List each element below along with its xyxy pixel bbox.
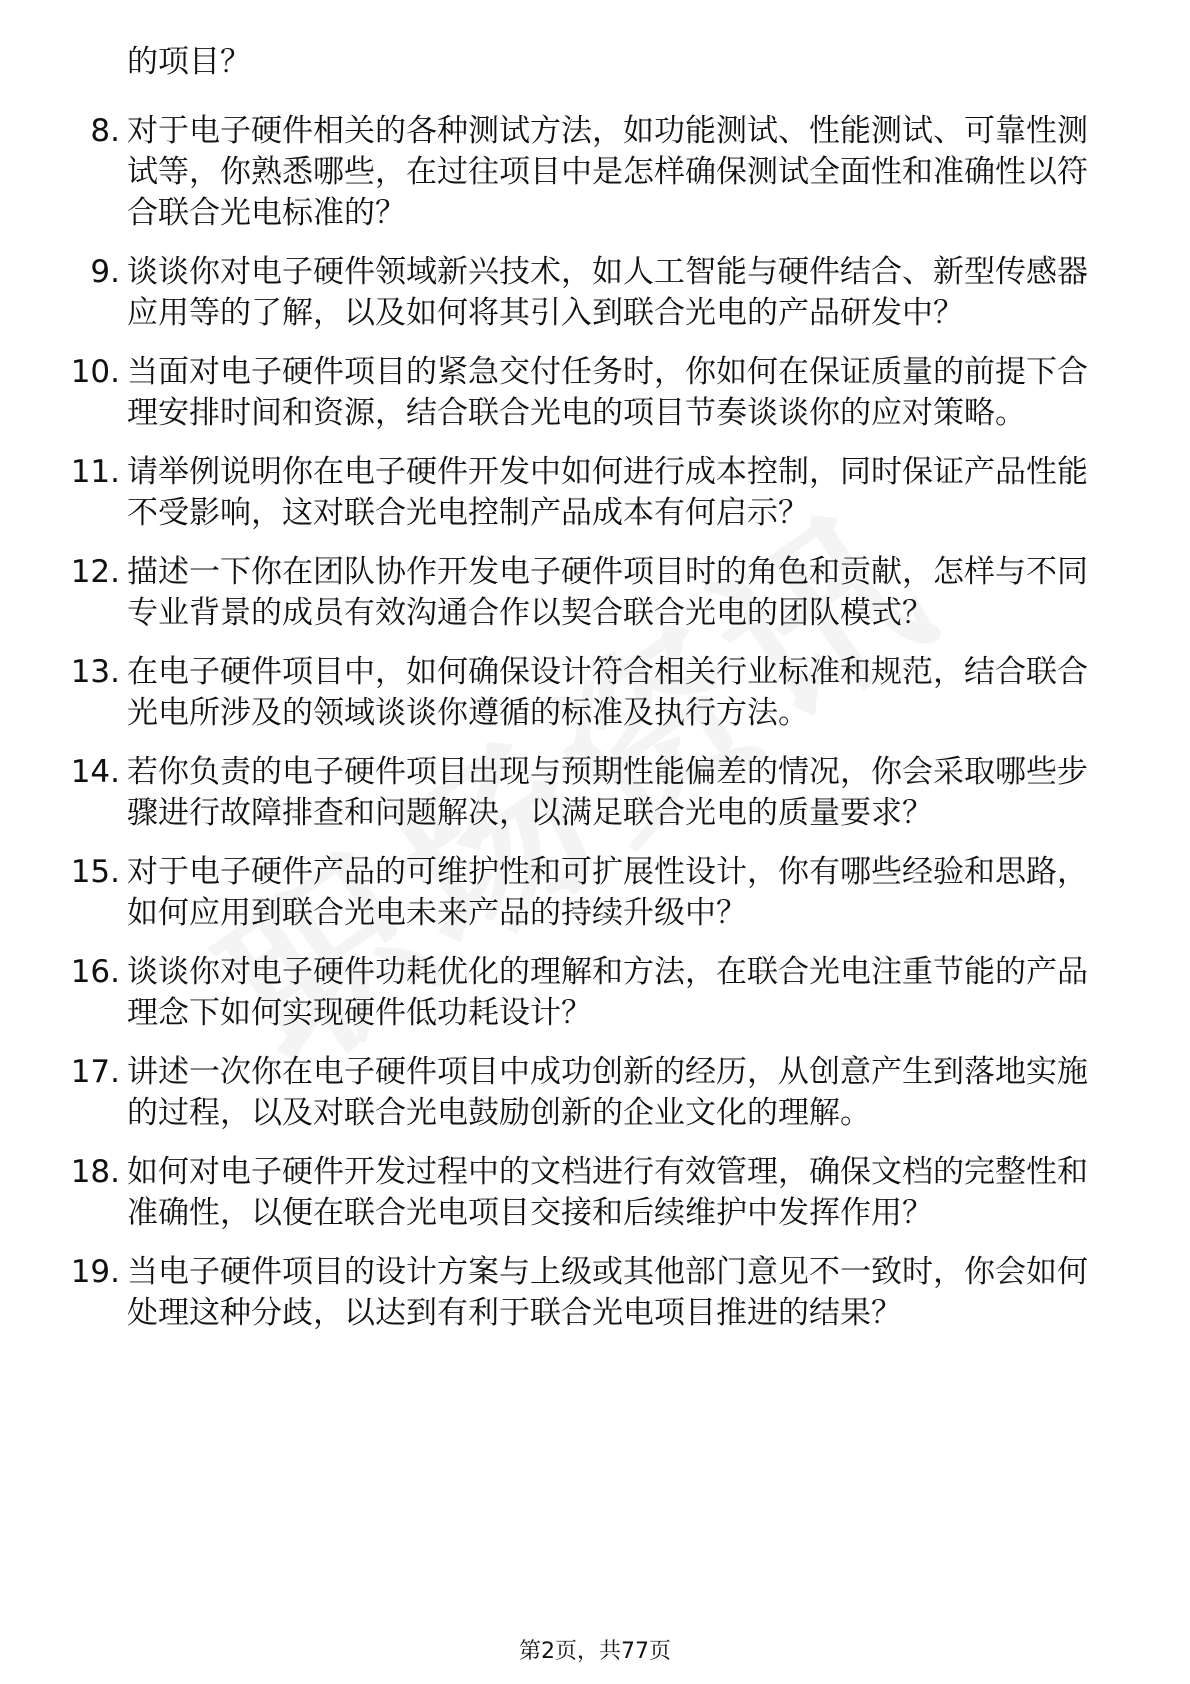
list-item bbox=[0, 452, 1107, 534]
list-item bbox=[0, 1152, 1107, 1234]
question-number: 19. bbox=[70, 1254, 120, 1290]
question-text: 谈谈你对电子硬件功耗优化的理解和方法，在联合光电注重节能的产品理念下如何实现硬件低功耗设计？ bbox=[127, 954, 1088, 1031]
continued-question-text: 的项目？ bbox=[127, 44, 251, 80]
list-item bbox=[0, 1052, 1107, 1134]
question-text: 当电子硬件项目的设计方案与上级或其他部门意见不一致时，你会如何处理这种分歧，以达到有利于联合光电项目推进的结果？ bbox=[127, 1254, 1088, 1331]
question-text: 如何对电子硬件开发过程中的文档进行有效管理，确保文档的完整性和准确性，以便在联合光电项目交接和后续维护中发挥作用？ bbox=[127, 1154, 1088, 1231]
page-number-footer: 第2页，共77页 bbox=[519, 1639, 671, 1664]
question-number: 8. bbox=[90, 113, 120, 149]
question-number: 13. bbox=[70, 654, 120, 690]
list-item bbox=[0, 352, 1107, 434]
question-text: 当面对电子硬件项目的紧急交付任务时，你如何在保证质量的前提下合理安排时间和资源，结合联合光电的项目节奏谈谈你的应对策略。 bbox=[127, 354, 1088, 431]
question-text: 描述一下你在团队协作开发电子硬件项目时的角色和贡献，怎样与不同专业背景的成员有效沟通合作以契合联合光电的团队模式？ bbox=[127, 554, 1088, 631]
question-text: 对于电子硬件相关的各种测试方法，如功能测试、性能测试、可靠性测试等，你熟悉哪些，在过往项目中是怎样确保测试全面性和准确性以符合联合光电标准的？ bbox=[127, 113, 1088, 231]
list-item bbox=[0, 111, 1107, 234]
question-number: 10. bbox=[70, 354, 120, 390]
question-text: 对于电子硬件产品的可维护性和可扩展性设计，你有哪些经验和思路，如何应用到联合光电未来产品的持续升级中？ bbox=[127, 854, 1088, 931]
list-item bbox=[0, 752, 1107, 834]
list-item bbox=[0, 252, 1107, 334]
list-item bbox=[0, 552, 1107, 634]
question-text: 在电子硬件项目中，如何确保设计符合相关行业标准和规范，结合联合光电所涉及的领域谈谈你遵循的标准及执行方法。 bbox=[127, 654, 1088, 731]
list-item bbox=[0, 852, 1107, 934]
question-number: 9. bbox=[90, 254, 120, 290]
question-list bbox=[0, 111, 1190, 1352]
question-number: 18. bbox=[70, 1154, 120, 1190]
question-text: 若你负责的电子硬件项目出现与预期性能偏差的情况，你会采取哪些步骤进行故障排查和问题解决，以满足联合光电的质量要求？ bbox=[127, 754, 1088, 831]
question-number: 15. bbox=[70, 854, 120, 890]
question-text: 谈谈你对电子硬件领域新兴技术，如人工智能与硬件结合、新型传感器应用等的了解，以及如何将其引入到联合光电的产品研发中？ bbox=[127, 254, 1088, 331]
question-text: 请举例说明你在电子硬件开发中如何进行成本控制，同时保证产品性能不受影响，这对联合光电控制产品成本有何启示？ bbox=[127, 454, 1088, 531]
question-number: 17. bbox=[70, 1054, 120, 1090]
question-number: 11. bbox=[70, 454, 120, 490]
list-item bbox=[0, 952, 1107, 1034]
question-text: 讲述一次你在电子硬件项目中成功创新的经历，从创意产生到落地实施的过程，以及对联合光电鼓励创新的企业文化的理解。 bbox=[127, 1054, 1088, 1131]
question-number: 14. bbox=[70, 754, 120, 790]
list-item bbox=[0, 652, 1107, 734]
question-number: 12. bbox=[70, 554, 120, 590]
list-item bbox=[0, 1252, 1107, 1334]
question-number: 16. bbox=[70, 954, 120, 990]
